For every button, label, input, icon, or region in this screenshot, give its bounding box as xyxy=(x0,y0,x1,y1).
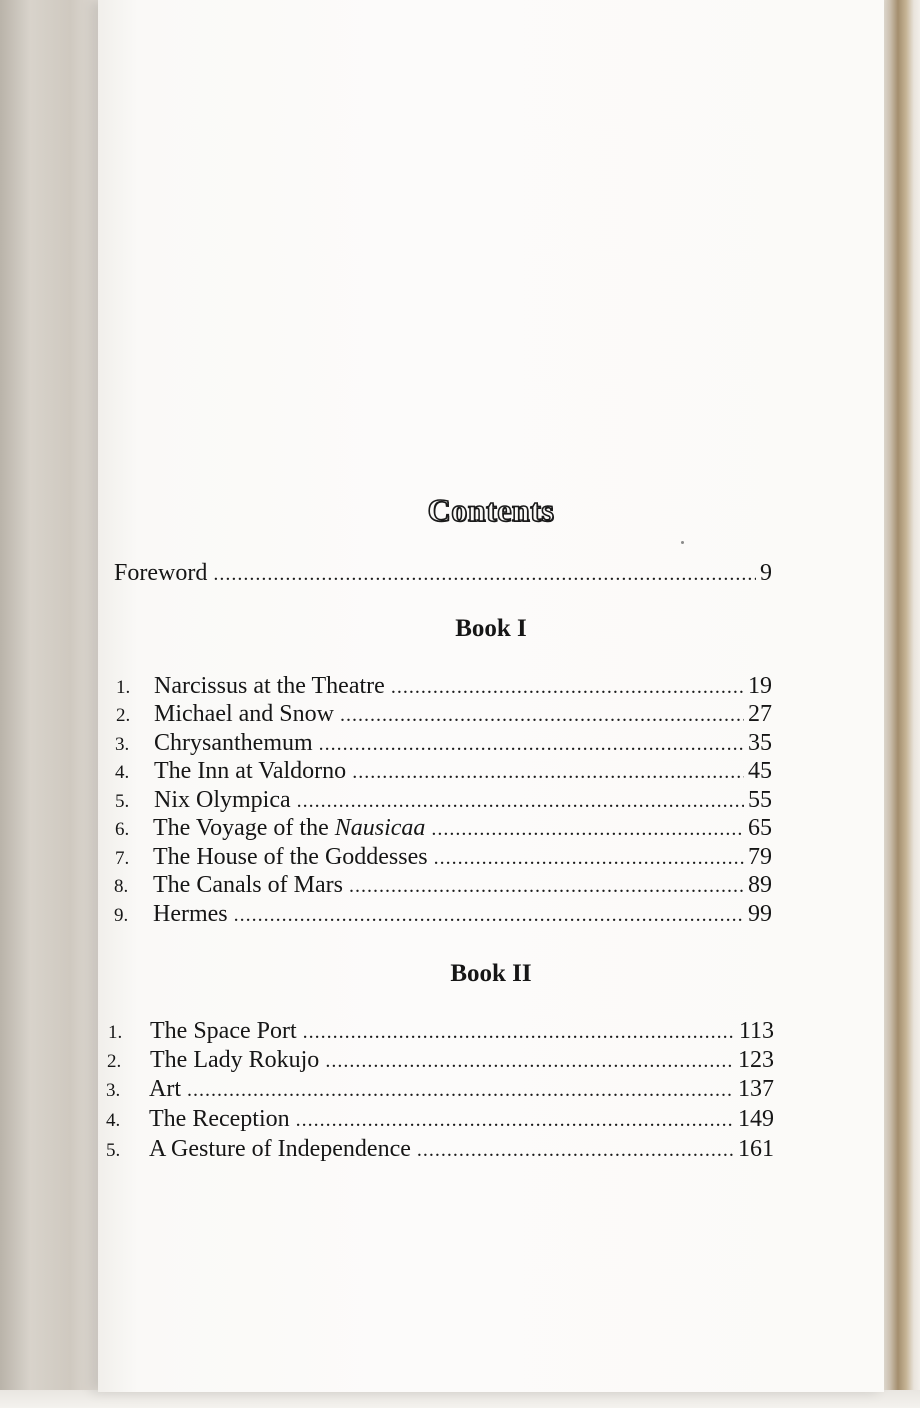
dot-leader xyxy=(234,904,744,927)
chapter-number: 7. xyxy=(115,848,130,869)
toc-entry xyxy=(107,1047,774,1074)
chapter-number: 5. xyxy=(115,791,130,812)
toc-entry xyxy=(108,1018,774,1045)
chapter-number: 9. xyxy=(114,905,129,926)
dot-leader xyxy=(297,790,744,813)
chapter-number: 4. xyxy=(106,1110,121,1131)
entry-title: The Canals of Mars xyxy=(153,872,343,898)
chapter-number: 3. xyxy=(115,734,130,755)
chapter-number: 6. xyxy=(115,819,130,840)
entry-title: Art xyxy=(149,1076,181,1102)
entry-title: Michael and Snow xyxy=(154,701,334,727)
entry-title-italic: Nausicaa xyxy=(334,815,426,841)
chapter-number: 2. xyxy=(107,1051,122,1072)
entry-title: The House of the Goddesses xyxy=(153,844,428,870)
chapter-number: 3. xyxy=(106,1080,121,1101)
toc-entry xyxy=(106,1106,774,1133)
toc-entry xyxy=(116,673,772,700)
toc-entry xyxy=(114,872,772,899)
entry-title-text: The Voyage of the xyxy=(153,815,335,841)
dot-leader xyxy=(319,733,744,756)
entry-page: 123 xyxy=(738,1047,774,1073)
entry-page: 161 xyxy=(738,1136,774,1162)
dot-leader xyxy=(296,1109,734,1132)
dot-leader xyxy=(349,875,744,898)
chapter-number: 8. xyxy=(114,876,129,897)
entry-page: 55 xyxy=(748,787,772,813)
entry-title: The Reception xyxy=(149,1106,290,1132)
entry-title: Narcissus at the Theatre xyxy=(154,673,385,699)
entry-title: Hermes xyxy=(153,901,228,927)
entry-title: A Gesture of Independence xyxy=(149,1136,411,1162)
entry-page: 35 xyxy=(748,730,772,756)
entry-title: Foreword xyxy=(114,560,208,586)
book-ii-heading: Book II xyxy=(450,960,532,987)
dot-leader xyxy=(431,818,744,841)
chapter-number: 1. xyxy=(108,1022,123,1043)
entry-page: 113 xyxy=(738,1018,774,1044)
entry-page: 19 xyxy=(748,673,772,699)
page-speck xyxy=(681,541,684,544)
entry-title: The Lady Rokujo xyxy=(150,1047,320,1073)
chapter-number: 2. xyxy=(116,705,131,726)
entry-page: 99 xyxy=(748,901,772,927)
toc-entry xyxy=(106,1136,774,1163)
toc-entry xyxy=(116,701,772,728)
entry-page: 137 xyxy=(738,1076,774,1102)
dot-leader xyxy=(352,761,744,784)
toc-entry xyxy=(115,730,772,757)
book-cover-edge xyxy=(882,0,920,1408)
book-i-heading: Book I xyxy=(455,615,527,642)
entry-page: 79 xyxy=(748,844,772,870)
dot-leader xyxy=(340,704,744,727)
chapter-number: 1. xyxy=(116,677,131,698)
entry-page: 65 xyxy=(748,815,772,841)
entry-title: The Inn at Valdorno xyxy=(154,758,347,784)
chapter-number: 5. xyxy=(106,1140,121,1161)
toc-entry xyxy=(115,758,772,785)
page-title: Contents xyxy=(427,492,555,528)
dot-leader xyxy=(325,1050,734,1073)
toc-entry xyxy=(115,844,772,871)
toc-entry xyxy=(115,787,772,814)
chapter-number: 4. xyxy=(115,762,130,783)
entry-page: 89 xyxy=(748,872,772,898)
toc-entry xyxy=(115,815,772,842)
dot-leader xyxy=(303,1021,735,1044)
entry-page: 45 xyxy=(748,758,772,784)
table-surface xyxy=(0,1390,920,1408)
entry-title: The Space Port xyxy=(150,1018,297,1044)
entry-page: 27 xyxy=(748,701,772,727)
toc-entry xyxy=(114,901,772,928)
book-page xyxy=(98,0,884,1392)
dot-leader xyxy=(213,563,756,586)
entry-page: 9 xyxy=(760,560,772,586)
entry-title: Nix Olympica xyxy=(154,787,291,813)
dot-leader xyxy=(391,676,744,699)
entry-title xyxy=(153,815,425,842)
dot-leader xyxy=(187,1079,734,1102)
toc-entry-foreword xyxy=(114,560,772,587)
dot-leader xyxy=(417,1139,734,1162)
toc-entry xyxy=(106,1076,774,1103)
entry-title: Chrysanthemum xyxy=(154,730,313,756)
dot-leader xyxy=(434,847,744,870)
entry-page: 149 xyxy=(738,1106,774,1132)
